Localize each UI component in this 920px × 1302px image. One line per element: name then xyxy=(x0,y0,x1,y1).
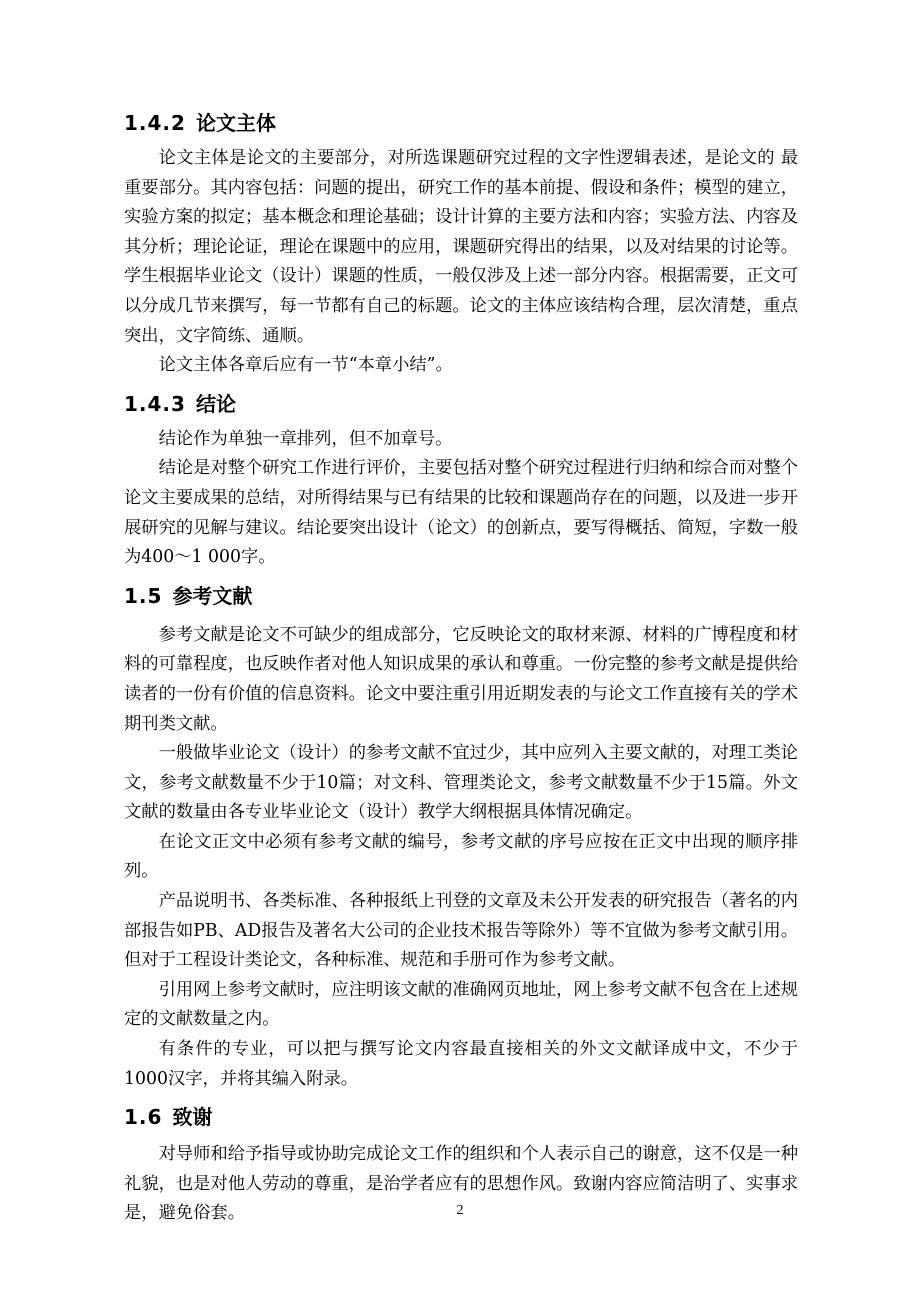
section-title: 论文主体 xyxy=(195,111,276,135)
section-number: 1.5 xyxy=(124,583,163,608)
section-title: 致谢 xyxy=(172,1105,213,1130)
section-heading xyxy=(124,385,798,423)
paragraph: 一般做毕业论文（设计）的参考文献不宜过少，其中应列入主要文献的，对理工类论文，参考文献数量不少于10篇；对文科、管理类论文，参考文献数量不少于15篇。外文文献的数量由各专业毕业论文（设计）教学大纲根据具体情况确定。 xyxy=(124,743,799,823)
section-main-body xyxy=(124,104,798,381)
paragraph: 结论作为单独一章排列，但不加章号。 xyxy=(158,428,453,449)
paragraph: 对导师和给予指导或协助完成论文工作的组织和个人表示自己的谢意，这不仅是一种礼貌，也是对他人劳动的尊重，是治学者应有的思想作风。致谢内容应简洁明了、实事求是，避免俗套。 xyxy=(124,1144,799,1224)
section-number: 1.4.2 xyxy=(124,111,186,135)
section-title: 结论 xyxy=(195,391,236,416)
paragraph: 引用网上参考文献时，应注明该文献的准确网页地址，网上参考文献不包含在上述规定的文献数量之内。 xyxy=(124,979,799,1030)
document-page xyxy=(124,104,798,1233)
section-heading xyxy=(124,577,798,615)
section-number: 1.4.3 xyxy=(124,391,186,416)
section-heading xyxy=(124,1098,798,1136)
page-number: 2 xyxy=(456,1203,464,1218)
section-heading xyxy=(124,104,798,142)
paragraph: 有条件的专业，可以把与撰写论文内容最直接相关的外文文献译成中文，不少于1000汉字，并将其编入附录。 xyxy=(124,1039,798,1089)
section-conclusion xyxy=(124,385,798,573)
paragraph: 论文主体是论文的主要部分，对所选课题研究过程的文字性逻辑表述，是论文的 最重要部分。其内容包括：问题的提出，研究工作的基本前提、假设和条件；模型的建立，实验方案的拟定；基本概念和理论基础；设计计算的主要方法和内容；实验方法、内容及其分析；理论论证，理论在课题中的应用，课题研究得出的结果，以及对结果的讨论等。学生根据毕业论文（设计）课题的性质，一般仅涉及上述一部分内容。根据需要，正文可以分成几节来撰写，每一节都有自己的标题。论文的主体应该结构合理，层次清楚，重点突出，文字简练、通顺。 xyxy=(124,148,798,346)
paragraph: 论文主体各章后应有一节“本章小结”。 xyxy=(158,355,453,376)
section-number: 1.6 xyxy=(124,1105,163,1130)
paragraph: 参考文献是论文不可缺少的组成部分，它反映论文的取材来源、材料的广博程度和材料的可靠程度，也反映作者对他人知识成果的承认和尊重。一份完整的参考文献是提供给读者的一份有价值的信息资料。论文中要注重引用近期发表的与论文工作直接有关的学术期刊类文献。 xyxy=(124,624,799,734)
paragraph: 产品说明书、各类标准、各种报纸上刊登的文章及未公开发表的研究报告（著名的内部报告如PB、AD报告及著名大公司的企业技术报告等除外）等不宜做为参考文献引用。但对于工程设计类论文，各种标准、规范和手册可作为参考文献。 xyxy=(124,891,799,971)
section-references xyxy=(124,577,798,1095)
paragraph: 在论文正文中必须有参考文献的编号，参考文献的序号应按在正文中出现的顺序排列。 xyxy=(124,831,798,882)
section-title: 参考文献 xyxy=(172,583,253,608)
paragraph: 结论是对整个研究工作进行评价，主要包括对整个研究过程进行归纳和综合而对整个论文主要成果的总结，对所得结果与已有结果的比较和课题尚存在的问题，以及进一步开展研究的见解与建议。结论要突出设计（论文）的创新点，要写得概括、简短，字数一般为400～1 000字。 xyxy=(124,458,799,568)
